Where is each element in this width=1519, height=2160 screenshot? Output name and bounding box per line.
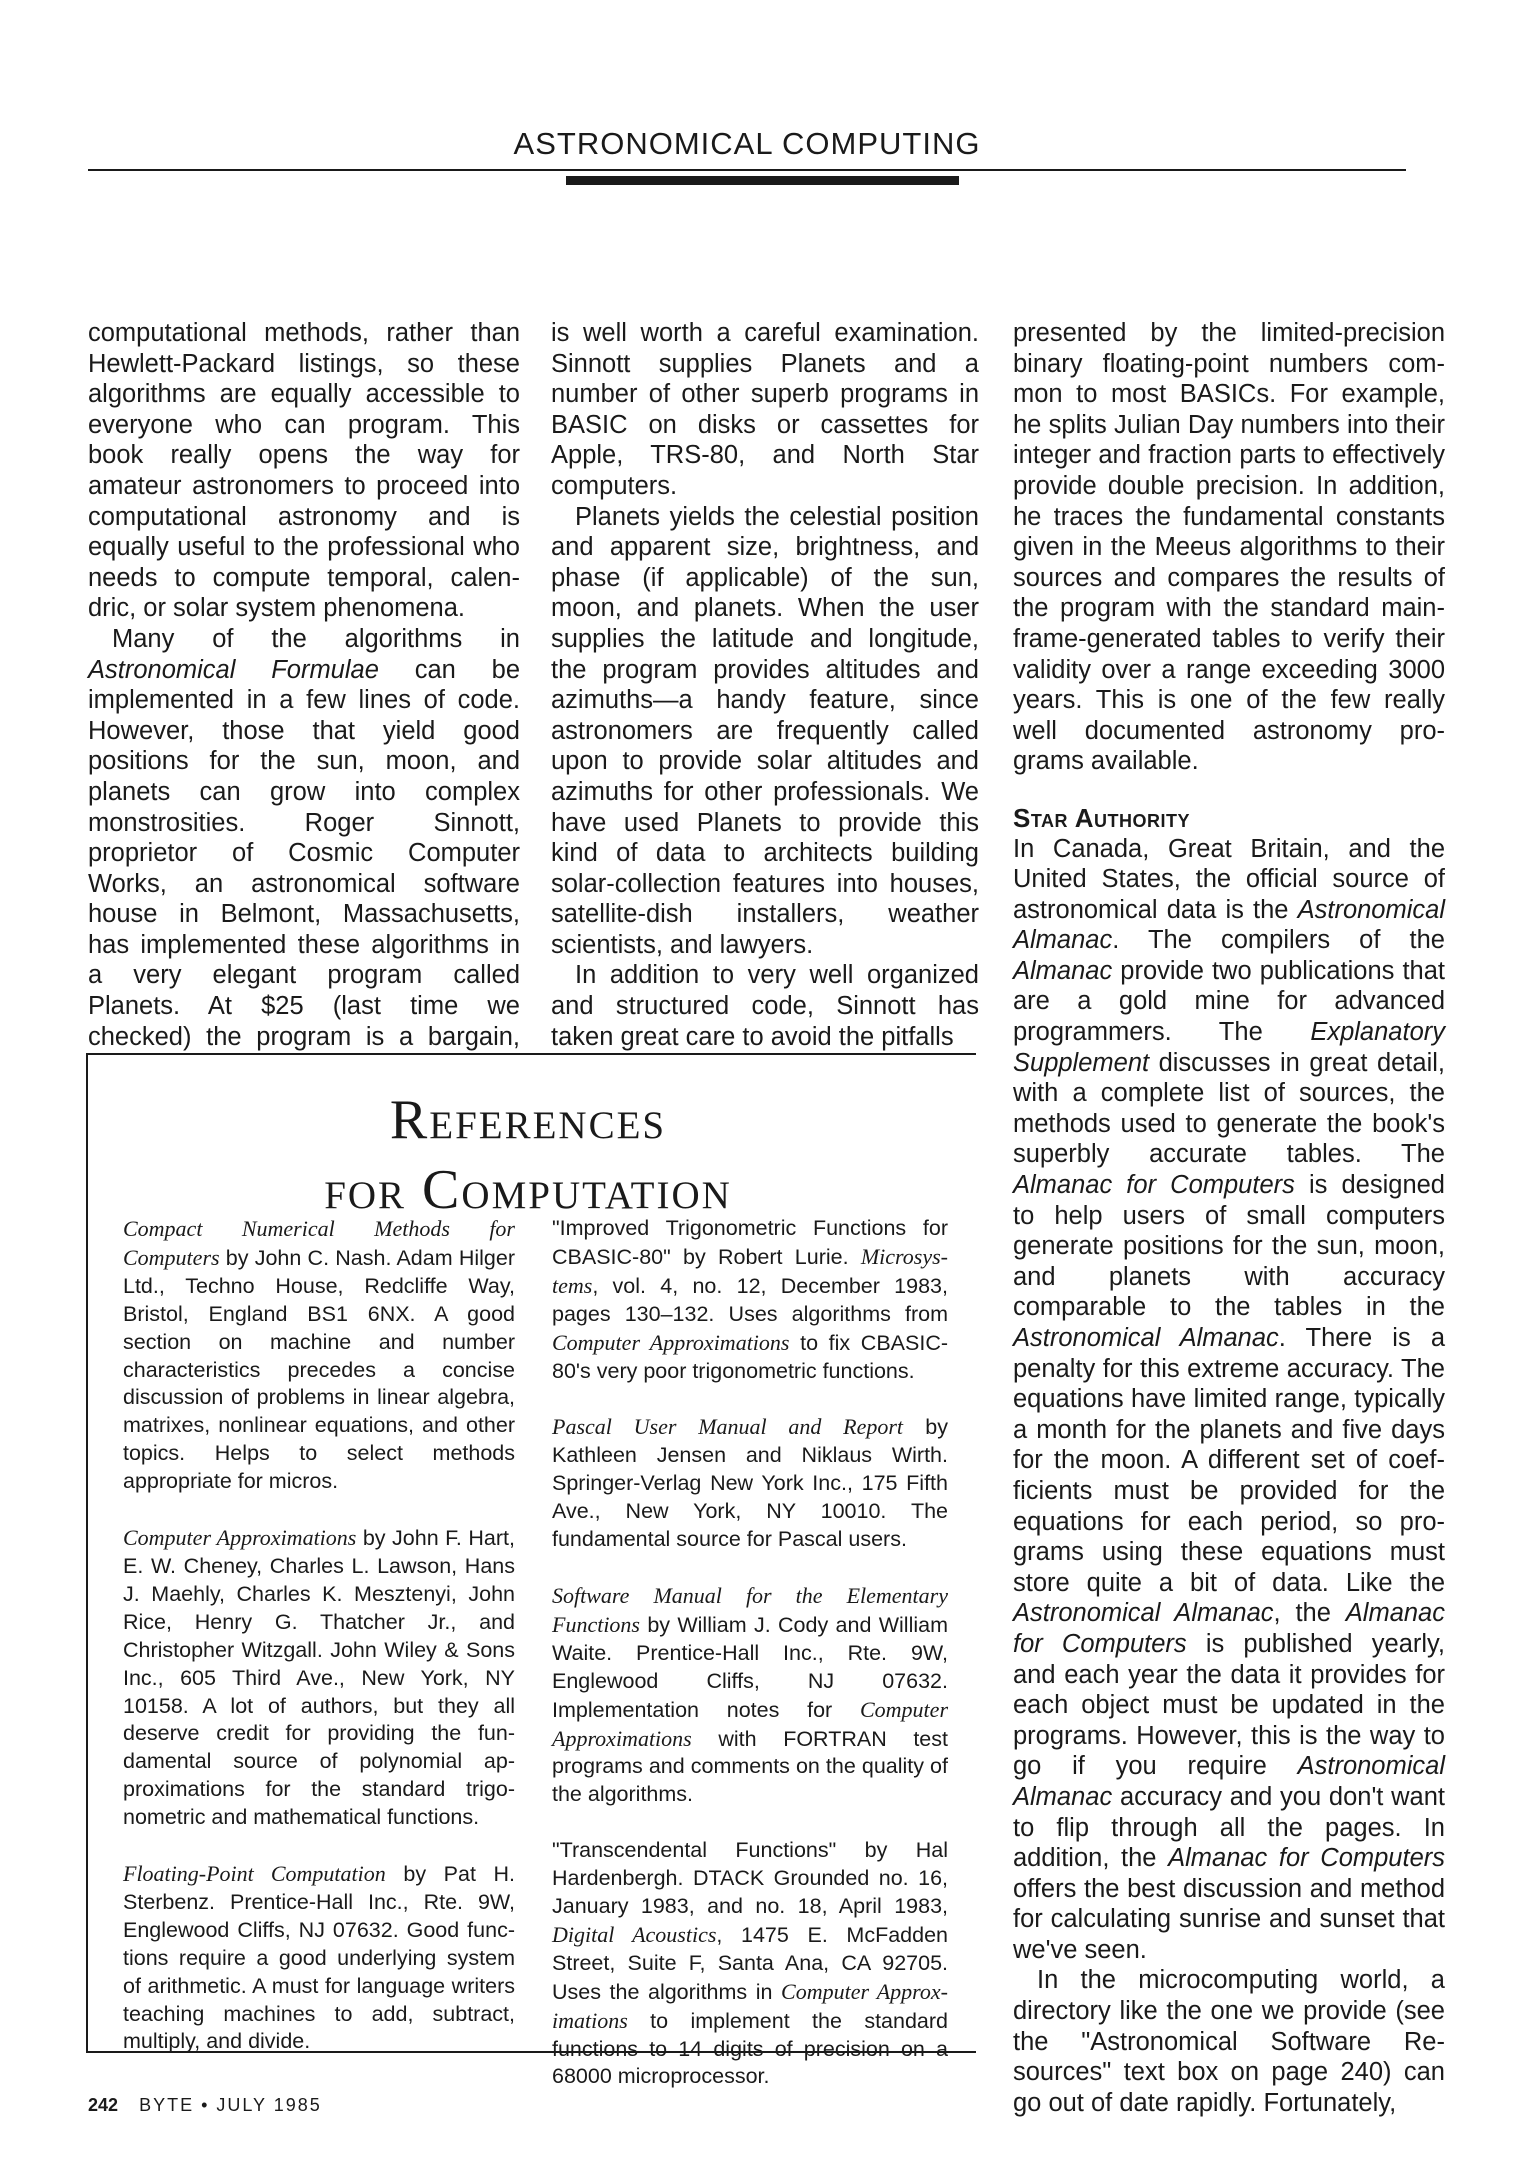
text-span: to fix CBASIC-80's very poor trigonometric functions. [552,1330,949,1383]
book-title: Almanac for Computers [1013,1599,1445,1658]
reference-title: Digital Acoustics [552,1921,717,1947]
text-span: by Kathleen Jensen and Niklaus Wirth. Springer-Verlag New York Inc., 175 Fifth Ave., New York, NY 10010. The fundamental source for Pascal users. [552,1415,948,1552]
text-span: is published yearly, and each year the data it provides for each object must be updated in the programs. However, this is the way to go if you require [1013,1629,1445,1781]
text-span: , 1475 E. McFadden Street, Suite F, Santa Ana, CA 92705. Uses the algorithms in [552,1922,948,2004]
reference-entry [123,1215,515,1496]
text-span: by John C. Nash. Adam Hilger Ltd., Techno House, Redcliffe Way, Bristol, England BS1 6NX. A good section on machine and number characteristics precedes a concise discussion of problems in linear algebra, matrixes, nonlinear equations, and other topics. Helps to select methods appropriate for micros. [123,1245,515,1494]
text-span: by John F. Hart, E. W. Cheney, Charles L. Lawson, Hans J. Maehly, Charles K. Mesztenyi, John Rice, Henry G. Thatcher Jr., and Christopher Witzgall. John Wiley & Sons Inc., 605 Third Ave., New York, NY 10158. A lot of authors, but they all deserve credit for providing the fundamental source of polynomial approximations for the standard trigonometric and mathematical functions. [123,1526,515,1830]
reference-entry [552,1413,948,1554]
text-span: provide two publications that are a gold mine for advanced programmers. The [1013,956,1445,1047]
subheading-star-authority: Star Authority [1013,802,1191,833]
text-span: . There is a penalty for this extreme accuracy. The equations have limited range, typically a month for the planets and five days for the moon. A different set of coefficients must be provided for the equations for each period, so programs using these equations must store quite a bit of data. Like the [1013,1324,1445,1597]
references-title-line-2: for Computation [324,1159,732,1221]
reference-entry [123,1860,515,2056]
column-2 [551,318,979,1052]
header-bar [566,176,959,185]
text-span: "Transcendental Functions" by Hal Hardenbergh. DTACK Grounded no. 16, January 1983, and no. 18, April 1983, [552,1838,948,1919]
page-footer [88,2095,322,2116]
col2-paragraph-3: In addition to very well organized and structured code, Sinnott has taken great care to avoid the pitfalls [551,961,979,1051]
reference-title: Software Manual for the Elementary Functions [552,1582,948,1637]
text-span: Many of the algorithms in [112,624,520,653]
book-title: Astronomical Almanac [1013,1599,1274,1628]
references-title [88,1085,968,1225]
col2-paragraph-1: is well worth a careful examination. Sinnott supplies Planets and a number of other superb programs in BASIC on disks or cassettes for Apple, TRS-80, and North Star computers. [551,319,979,500]
reference-title: Computer Approximations [123,1525,357,1551]
references-column-1 [123,1215,515,2084]
col2-paragraph-2: Planets yields the celestial position and apparent size, brightness, and phase (if applicable) of the sun, moon, and planets. When the user supplies the latitude and longitude, the program provides altitudes and azimuths—a handy feature, since astronomers are frequently called upon to provide solar altitudes and azimuths for other professionals. We have used Planets to provide this kind of data to architects building solar-collection features into houses, satellite-dish installers, weather scientists, and lawyers. [551,502,979,959]
reference-entry [552,1582,948,1809]
text-span: In Canada, Great Britain, and the United States, the official source of astronomical data is the [1013,834,1445,924]
book-title: Astronomical Almanac [1013,1324,1279,1352]
text-span: to implement the standard functions to 14 digits of precision on a 68000 microprocessor. [552,2008,948,2089]
reference-title: Pascal User Manual and Report [552,1414,904,1440]
text-span: by William J. Cody and William Waite. Prentice-Hall Inc., Rte. 9W, Englewood Cliffs, NJ 07632. Implementation notes for [552,1612,948,1722]
book-title: Almanac for Computers [1168,1844,1445,1873]
col3-paragraph-1: presented by the limited-precision binary floating-point numbers common to most BASICs. For example, he splits Julian Day numbers into their integer and fraction parts to effectively provide double precision. In addition, he traces the fundamental constants given in the Meeus algorithms to their sources and compares the results of the program with the standard mainframe-generated tables to verify their validity over a range exceeding 3000 years. This is one of the few really well documented astronomy programs available. [1013,319,1445,776]
reference-entry [552,1215,948,1385]
column-1 [88,318,520,1083]
reference-title: Computer Approximations [552,1696,948,1751]
references-title-line-1: References [389,1089,667,1151]
header-rule [88,169,1406,171]
col1-paragraph-1: computational methods, rather than Hewlett-Packard listings, so these algorithms are equally accessible to everyone who can program. This book really opens the way for amateur astronomers to proceed into computational astronomy and is equally useful to the professional who needs to compute temporal, calendric, or solar system phenomena. [88,319,520,623]
text-span: with FORTRAN test programs and comments on the quality of the algorithms. [552,1726,948,1807]
references-box [86,1053,976,2089]
col3-paragraph-2 [1013,834,1445,1966]
col1-paragraph-2 [88,624,520,1083]
text-span: . The compilers of the [1112,926,1445,955]
reference-title: Computer Approximations [552,1329,790,1355]
text-span: , vol. 4, no. 12, December 1983, pages 130–132. Uses algorithms from [552,1273,948,1326]
references-column-2 [552,1215,948,2119]
text-span: can be implemented in a few lines of code. However, those that yield good positions for the sun, moon, and planets can grow into complex monstrosities. Roger Sinnott, proprietor of Cosmic Computer Works, an astronomical software house in Belmont, Massachusetts, has implemented these algorithms in a very elegant program called Planets. At $25 (last time we checked) the program is a bargain, [88,655,521,1051]
reference-title: Floating-Point Computation [123,1861,386,1887]
text-span: accuracy and you don't want to flip through all the pages. In addition, the [1013,1782,1445,1873]
reference-title: Microsystems [552,1243,948,1298]
text-span: by Pat H. Sterbenz. Prentice-Hall Inc., Rte. 9W, Englewood Cliffs, NJ 07632. Good functions require a good underlying system of arithmetic. A must for language writers teaching machines to add, subtract, multiply, and divide. [123,1862,515,2054]
book-title: Almanac for Computers [1013,1171,1295,1200]
text-span: is designed to help users of small computers generate positions for the sun, moon, and planets with accuracy comparable to the tables in the [1013,1171,1445,1322]
book-title: Astronomical Almanac [1013,1752,1445,1811]
column-3 [1013,318,1445,2118]
text-span: "Improved Trigonometric Functions for CBASIC-80" by Robert Lurie. [552,1216,948,1269]
book-title: Astronomical Formulae [88,655,379,684]
col3-paragraph-3: In the microcomputing world, a directory like the one we provide (see the "Astronomical Software Resources" text box on page 240) can go out of date rapidly. Fortunately, [1013,1966,1445,2117]
reference-title: Compact Numerical Methods for Computers [123,1216,515,1270]
text-span: , the [1273,1599,1346,1628]
reference-entry [123,1524,515,1832]
reference-title: Computer Approximations [552,1978,948,2033]
text-span: offers the best discussion and method for calculating sunrise and sunset that we've seen. [1013,1874,1445,1964]
book-title: Almanac [1013,956,1113,985]
section-title: ASTRONOMICAL COMPUTING [513,126,981,161]
book-title: Explanatory Supplement [1013,1018,1445,1077]
book-title: Astronomical Almanac [1013,895,1445,955]
page-number: 242 [88,2095,119,2115]
reference-entry [552,1837,948,2091]
text-span: discusses in great detail, with a complete list of sources, the methods used to generate the book's superbly accurate tables. The [1013,1048,1445,1169]
magazine-issue: BYTE • JULY 1985 [139,2095,322,2115]
